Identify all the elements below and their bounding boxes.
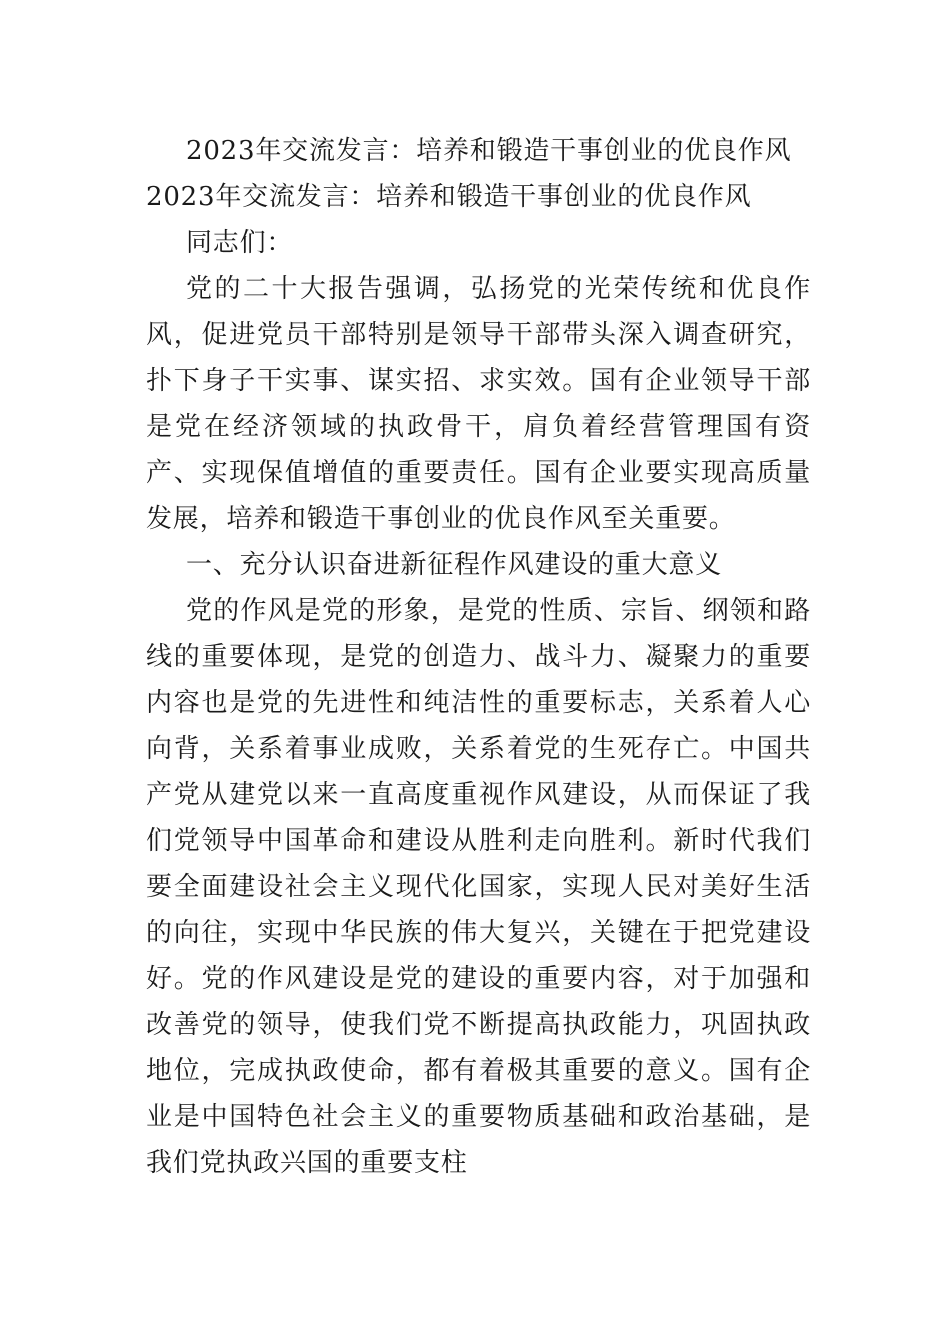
salutation: 同志们： [186, 228, 294, 258]
section-heading-1: 一、充分认识奋进新征程作风建设的重大意义 [186, 550, 723, 580]
document-body [146, 128, 811, 1186]
document-subtitle: 2023年交流发言：培养和锻造干事创业的优良作风 [146, 182, 752, 212]
paragraph-section-1: 党的作风是党的形象，是党的性质、宗旨、纲领和路线的重要体现，是党的创造力、战斗力、凝聚力的重要内容也是党的先进性和纯洁性的重要标志，关系着人心向背，关系着事业成败，关系着党的生死存亡。中国共产党从建党以来一直高度重视作风建设，从而保证了我们党领导中国革命和建设从胜利走向胜利。新时代我们要全面建设社会主义现代化国家，实现人民对美好生活的向往，实现中华民族的伟大复兴，关键在于把党建设好。党的作风建设是党的建设的重要内容，对于加强和改善党的领导，使我们党不断提高执政能力，巩固执政地位，完成执政使命，都有着极其重要的意义。国有企业是中国特色社会主义的重要物质基础和政治基础，是我们党执政兴国的重要支柱 [146, 596, 811, 1178]
paragraph-intro: 党的二十大报告强调，弘扬党的光荣传统和优良作风，促进党员干部特别是领导干部带头深入调查研究，扑下身子干实事、谋实招、求实效。国有企业领导干部是党在经济领域的执政骨干，肩负着经营管理国有资产、实现保值增值的重要责任。国有企业要实现高质量发展，培养和锻造干事创业的优良作风至关重要。 [146, 274, 811, 534]
document-title: 2023年交流发言：培养和锻造干事创业的优良作风 [186, 136, 792, 166]
